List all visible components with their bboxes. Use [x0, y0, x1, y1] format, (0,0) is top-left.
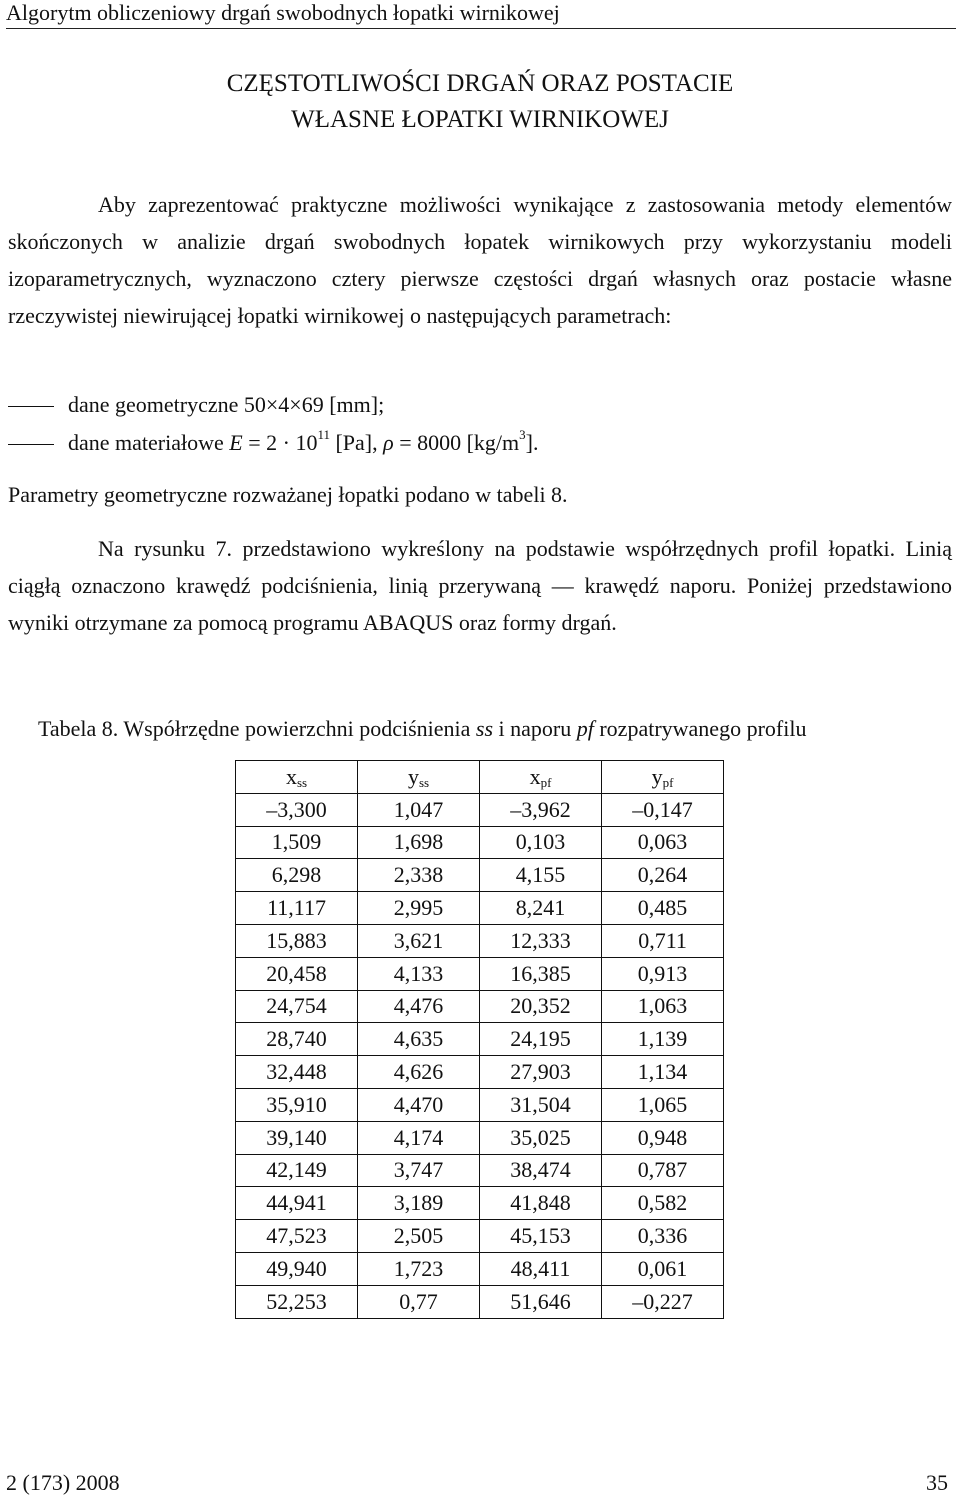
table-cell: 2,995 — [358, 892, 480, 925]
table-row — [236, 924, 724, 957]
table-cell: 0,103 — [479, 826, 601, 859]
table-cell: 2,338 — [358, 859, 480, 892]
table-cell: 24,195 — [479, 1023, 601, 1056]
title-line-1: CZĘSTOTLIWOŚCI DRGAŃ ORAZ POSTACIE — [226, 70, 734, 97]
table-cell: 3,189 — [358, 1187, 480, 1220]
table-caption — [38, 714, 806, 744]
density-symbol: ρ — [383, 430, 394, 455]
coordinates-table — [235, 760, 724, 1319]
table-row — [236, 1088, 724, 1121]
table-cell: 0,061 — [602, 1252, 724, 1285]
caption-part-2: i naporu — [493, 716, 577, 741]
figure-paragraph: Na rysunku 7. przedstawiono wykreślony na podstawie współrzędnych profil łopatki. Linią ciągłą oznaczono krawędź podciśnienia, linią przerywaną — krawędź naporu. Poniżej przedstawiono wyniki otrzymane za pomocą programu ABAQUS oraz formy drgań. — [8, 536, 952, 635]
section-title — [0, 66, 960, 138]
caption-part-3: rozpatrywanego profilu — [593, 716, 807, 741]
list-item-material — [8, 428, 539, 458]
table-header-row — [236, 761, 724, 794]
table-cell: 1,134 — [602, 1056, 724, 1089]
dash-bullet — [8, 444, 54, 445]
table-cell: 35,910 — [236, 1088, 358, 1121]
table-cell: 6,298 — [236, 859, 358, 892]
running-head: Algorytm obliczeniowy drgań swobodnych łopatki wirnikowej — [6, 0, 956, 29]
table-cell: –0,147 — [602, 793, 724, 826]
table-row — [236, 1220, 724, 1253]
table-row — [236, 1056, 724, 1089]
table-cell: 11,117 — [236, 892, 358, 925]
title-line-2: WŁASNE ŁOPATKI WIRNIKOWEJ — [291, 106, 669, 133]
table-row — [236, 793, 724, 826]
table-cell: 12,333 — [479, 924, 601, 957]
table-cell: 41,848 — [479, 1187, 601, 1220]
table-cell: 3,747 — [358, 1154, 480, 1187]
material-prefix: dane materiałowe — [68, 430, 230, 455]
list-item-geometry-text: dane geometryczne 50×4×69 [mm]; — [68, 392, 385, 417]
table-cell: 45,153 — [479, 1220, 601, 1253]
header-y-pf: $y_{pf}$ — [602, 761, 724, 794]
table-cell: 1,065 — [602, 1088, 724, 1121]
list-item-geometry — [8, 390, 384, 420]
table-cell: 1,063 — [602, 990, 724, 1023]
table-row — [236, 990, 724, 1023]
table-row — [236, 826, 724, 859]
table-row — [236, 957, 724, 990]
table-cell: 1,698 — [358, 826, 480, 859]
table-cell: 52,253 — [236, 1285, 358, 1318]
table-cell: 1,139 — [602, 1023, 724, 1056]
density-value: = 8000 [kg/m — [393, 430, 520, 455]
table-cell: 4,174 — [358, 1121, 480, 1154]
caption-pf: pf — [576, 716, 594, 741]
table-row — [236, 859, 724, 892]
table-cell: 0,77 — [358, 1285, 480, 1318]
table-row — [236, 892, 724, 925]
table-cell: 8,241 — [479, 892, 601, 925]
table-cell: 3,621 — [358, 924, 480, 957]
table-cell: 1,047 — [358, 793, 480, 826]
header-x-ss: $x_{ss}$ — [236, 761, 358, 794]
table-cell: 0,787 — [602, 1154, 724, 1187]
table-cell: 49,940 — [236, 1252, 358, 1285]
issue-number: 2 (173) 2008 — [6, 1470, 120, 1495]
table-cell: 0,063 — [602, 826, 724, 859]
header-y-ss: $y_{ss}$ — [358, 761, 480, 794]
table-cell: 31,504 — [479, 1088, 601, 1121]
table-cell: –3,962 — [479, 793, 601, 826]
youngs-modulus-value: = 2 · 10 — [242, 430, 318, 455]
table-cell: 15,883 — [236, 924, 358, 957]
table-cell: 0,582 — [602, 1187, 724, 1220]
table-cell: 4,476 — [358, 990, 480, 1023]
caption-ss: ss — [475, 716, 494, 741]
caption-part-1: Tabela 8. Współrzędne powierzchni podciśnienia — [38, 716, 476, 741]
table-row — [236, 1187, 724, 1220]
dash-bullet — [8, 406, 54, 407]
table-cell: 0,336 — [602, 1220, 724, 1253]
table-cell: 48,411 — [479, 1252, 601, 1285]
table-cell: 1,509 — [236, 826, 358, 859]
table-cell: 27,903 — [479, 1056, 601, 1089]
table-cell: 32,448 — [236, 1056, 358, 1089]
youngs-modulus-exponent: 11 — [317, 427, 330, 442]
table-cell: 4,635 — [358, 1023, 480, 1056]
table-cell: 0,711 — [602, 924, 724, 957]
table-cell: 0,948 — [602, 1121, 724, 1154]
table-cell: –3,300 — [236, 793, 358, 826]
header-x-pf: $x_{pf}$ — [479, 761, 601, 794]
table-cell: 20,352 — [479, 990, 601, 1023]
intro-paragraph: Aby zaprezentować praktyczne możliwości wynikające z zastosowania metody elementów skończonych w analizie drgań swobodnych łopatek wirnikowych przy wykorzystaniu modeli izoparametrycznych, wyznaczono cztery pierwsze częstości drgań własnych oraz postacie własne rzeczywistej niewirującej łopatki wirnikowej o następujących parametrach: — [8, 192, 952, 328]
table-cell: 2,505 — [358, 1220, 480, 1253]
table-body — [236, 793, 724, 1318]
table-cell: 44,941 — [236, 1187, 358, 1220]
table-cell: –0,227 — [602, 1285, 724, 1318]
table-cell: 4,470 — [358, 1088, 480, 1121]
page-number: 35 — [926, 1470, 948, 1495]
table-row — [236, 1252, 724, 1285]
table-cell: 42,149 — [236, 1154, 358, 1187]
table-cell: 0,485 — [602, 892, 724, 925]
table-cell: 16,385 — [479, 957, 601, 990]
youngs-modulus-symbol: E — [229, 430, 243, 455]
parameters-sentence: Parametry geometryczne rozważanej łopatki podano w tabeli 8. — [8, 482, 568, 507]
table-cell: 47,523 — [236, 1220, 358, 1253]
table-cell: 4,626 — [358, 1056, 480, 1089]
density-end: ]. — [525, 430, 539, 455]
table-cell: 35,025 — [479, 1121, 601, 1154]
table-cell: 24,754 — [236, 990, 358, 1023]
table-cell: 28,740 — [236, 1023, 358, 1056]
table-cell: 4,133 — [358, 957, 480, 990]
table-cell: 39,140 — [236, 1121, 358, 1154]
table-cell: 0,264 — [602, 859, 724, 892]
table-cell: 51,646 — [479, 1285, 601, 1318]
table-row — [236, 1154, 724, 1187]
table-row — [236, 1121, 724, 1154]
table-row — [236, 1285, 724, 1318]
table-cell: 4,155 — [479, 859, 601, 892]
youngs-modulus-unit: [Pa], — [329, 430, 384, 455]
table-cell: 1,723 — [358, 1252, 480, 1285]
table-cell: 38,474 — [479, 1154, 601, 1187]
table-cell: 20,458 — [236, 957, 358, 990]
table-cell: 0,913 — [602, 957, 724, 990]
density-exponent: 3 — [519, 427, 526, 442]
table-row — [236, 1023, 724, 1056]
